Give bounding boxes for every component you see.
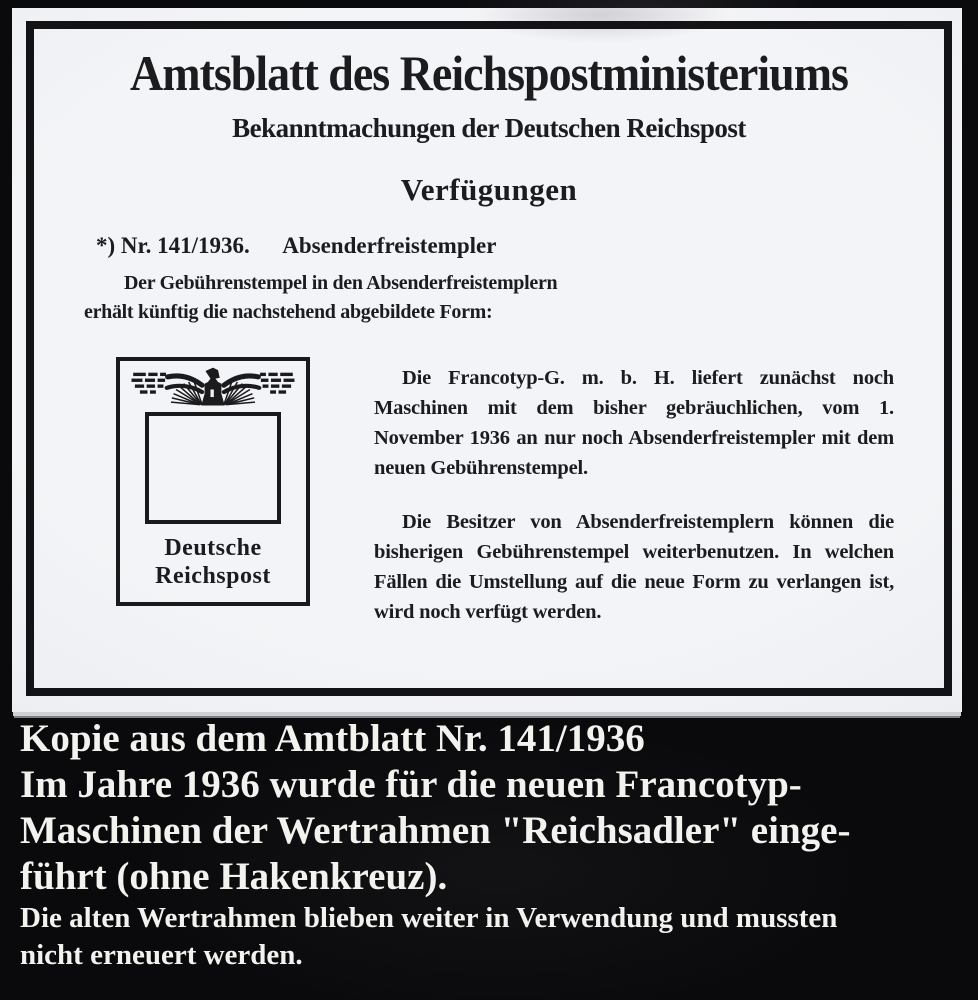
masthead-title: Amtsblatt des Reichspostministeriums [130,45,848,101]
notice-number: *) Nr. 141/1936. [96,232,250,258]
body-text-column [374,357,894,627]
document-border-frame [26,21,952,696]
body-paragraph-2: Die Besitzer von Absenderfreistemplern können die bisherigen Gebührenstempel weiterbenutzen. In welchen Fällen die Umstellung auf die neue Form zu verlangen ist, wird noch verfügt werden. [374,511,894,624]
section-heading: Verfügungen [400,171,578,207]
notice-title: Absenderfreistempler [282,232,497,258]
caption-line-3: Maschinen der Wertrahmen "Reichsadler" einge- [20,809,851,852]
photo-caption [20,716,970,974]
intro-line-1: Der Gebührenstempel in den Absenderfreistemplern [124,272,558,295]
scanned-document [12,8,962,712]
notice-heading [96,232,944,260]
caption-line-4: führt (ohne Hakenkreuz). [20,855,448,898]
stamp-and-text-row [34,357,944,627]
stamp-value-box [145,412,281,524]
caption-line-6: nicht erneuert werden. [20,939,303,971]
caption-line-2: Im Jahre 1936 wurde für die neuen Francotyp- [20,763,802,806]
body-paragraph-1: Die Francotyp-G. m. b. H. liefert zunächst noch Maschinen mit dem bisher gebräuchlichen, vom 1. November 1936 an nur noch Absenderfreistempler mit dem neuen Gebührenstempel. [374,367,894,480]
intro-paragraph [84,269,944,327]
caption-line-1: Kopie aus dem Amtblatt Nr. 141/1936 [20,717,645,760]
masthead-subtitle: Bekanntmachungen der Deutschen Reichspost [232,112,746,143]
document-content [34,45,944,708]
reichsadler-eagle-icon [129,367,297,412]
stamp-label-line-1: Deutsche [164,535,262,562]
postage-stamp-frame [116,357,310,606]
caption-line-5: Die alten Wertrahmen blieben weiter in Verwendung und mussten [20,902,838,934]
stamp-label [120,534,306,590]
intro-line-2: erhält künftig die nachstehend abgebildete Form: [84,301,493,324]
stamp-label-line-2: Reichspost [155,563,271,590]
